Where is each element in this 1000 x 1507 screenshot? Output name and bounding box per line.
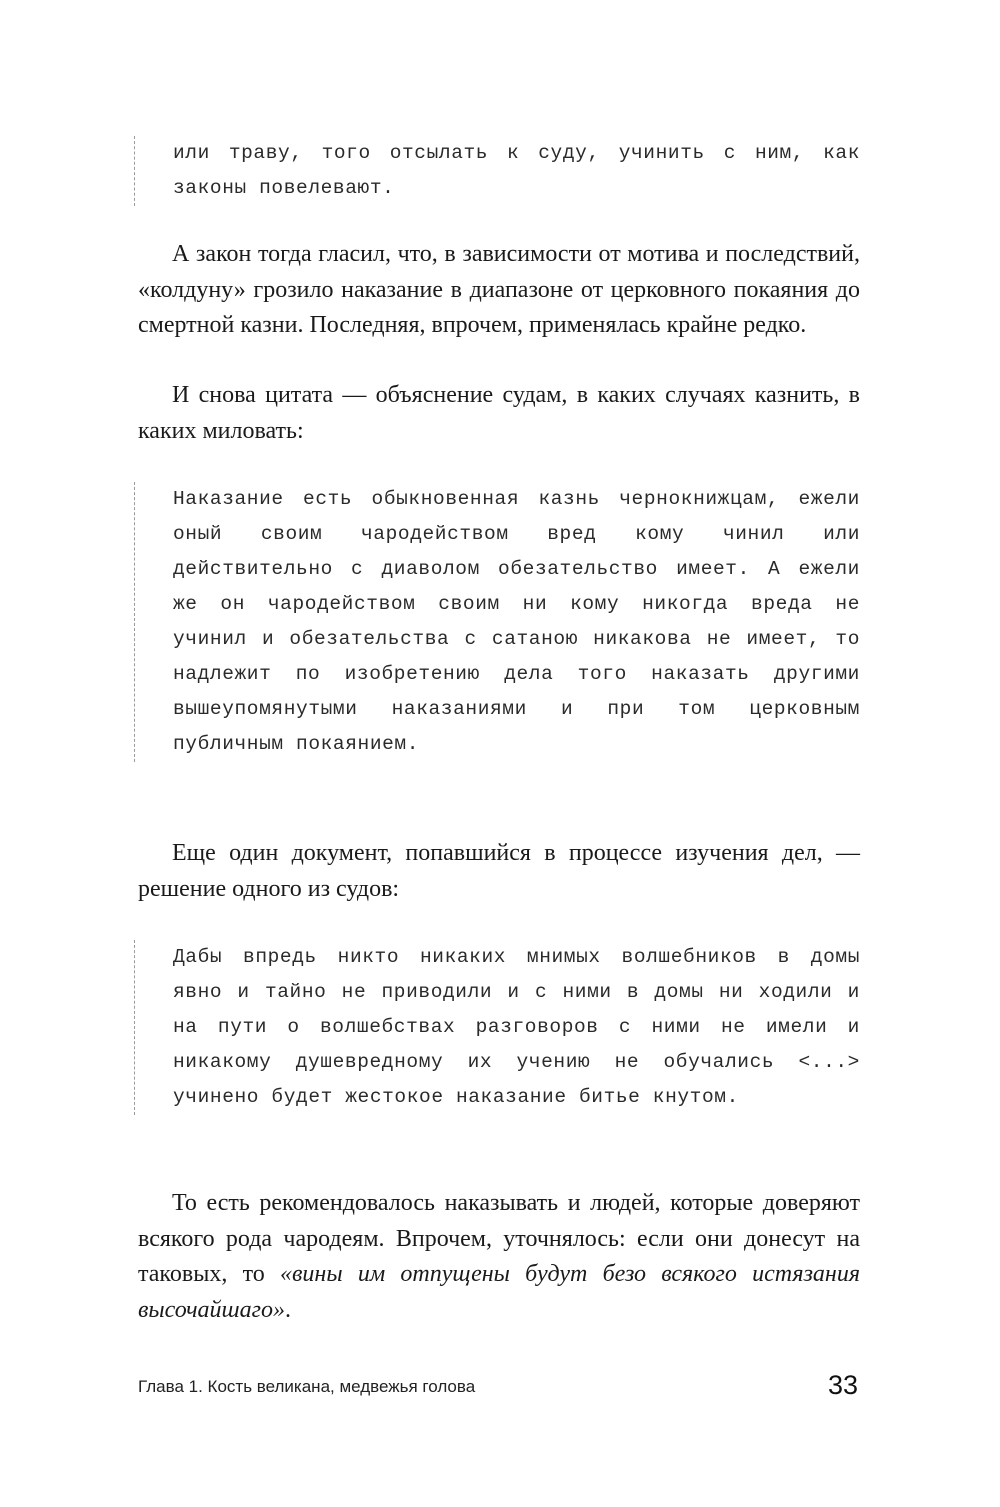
quote-block-2: Наказание есть обыкновенная казнь чернокнижцам, ежели оный своим чародейством вред кому чинил или действительно с диаволом обезательство имеет. А ежели же он чародейством своим ни кому никогда вреда не учинил и обезательства с сатаною никакова не имеет, то надлежит по изобретению дела того наказать другими вышеупомянутыми наказаниями и при том церковным публичным покаянием. — [134, 482, 860, 762]
paragraph-4-text: То есть рекомендовалось наказывать и людей, которые доверяют всякого рода чародеям. Впрочем, уточнялось: если они донесут на таковых, то — [138, 1190, 860, 1287]
paragraph-1: А закон тогда гласил, что, в зависимости от мотива и последствий, «колдуну» грозило наказание в диапазоне от церковного покаяния до смертной казни. Последняя, впрочем, применялась крайне редко. — [138, 241, 860, 338]
paragraph-3: Еще один документ, попавшийся в процессе изучения дел, — решение одного из судов: — [138, 840, 860, 902]
page-number: 33 — [827, 1370, 858, 1400]
running-footer-chapter: Глава 1. Кость великана, медвежья голова — [138, 1377, 476, 1396]
paragraph-2: И снова цитата — объяснение судам, в каких случаях казнить, в каких миловать: — [138, 382, 860, 444]
paragraph-4 — [138, 1186, 860, 1328]
quote-block-3: Дабы впредь никто никаких мнимых волшебников в домы явно и тайно не приводили и с ними в домы ни ходили и на пути о волшебствах разговоров с ними не имели и никакому душевредному их учению не обучались <...> учинено будет жестокое наказание битье кнутом. — [134, 940, 860, 1115]
paragraph-4-end: . — [285, 1296, 292, 1323]
quote-block-1: или траву, того отсылать к суду, учинить с ним, как законы повелевают. — [134, 136, 860, 206]
paragraph-4-italic-quote: «вины им отпущены будут безо всякого истязания высочайшаго» — [138, 1261, 860, 1323]
